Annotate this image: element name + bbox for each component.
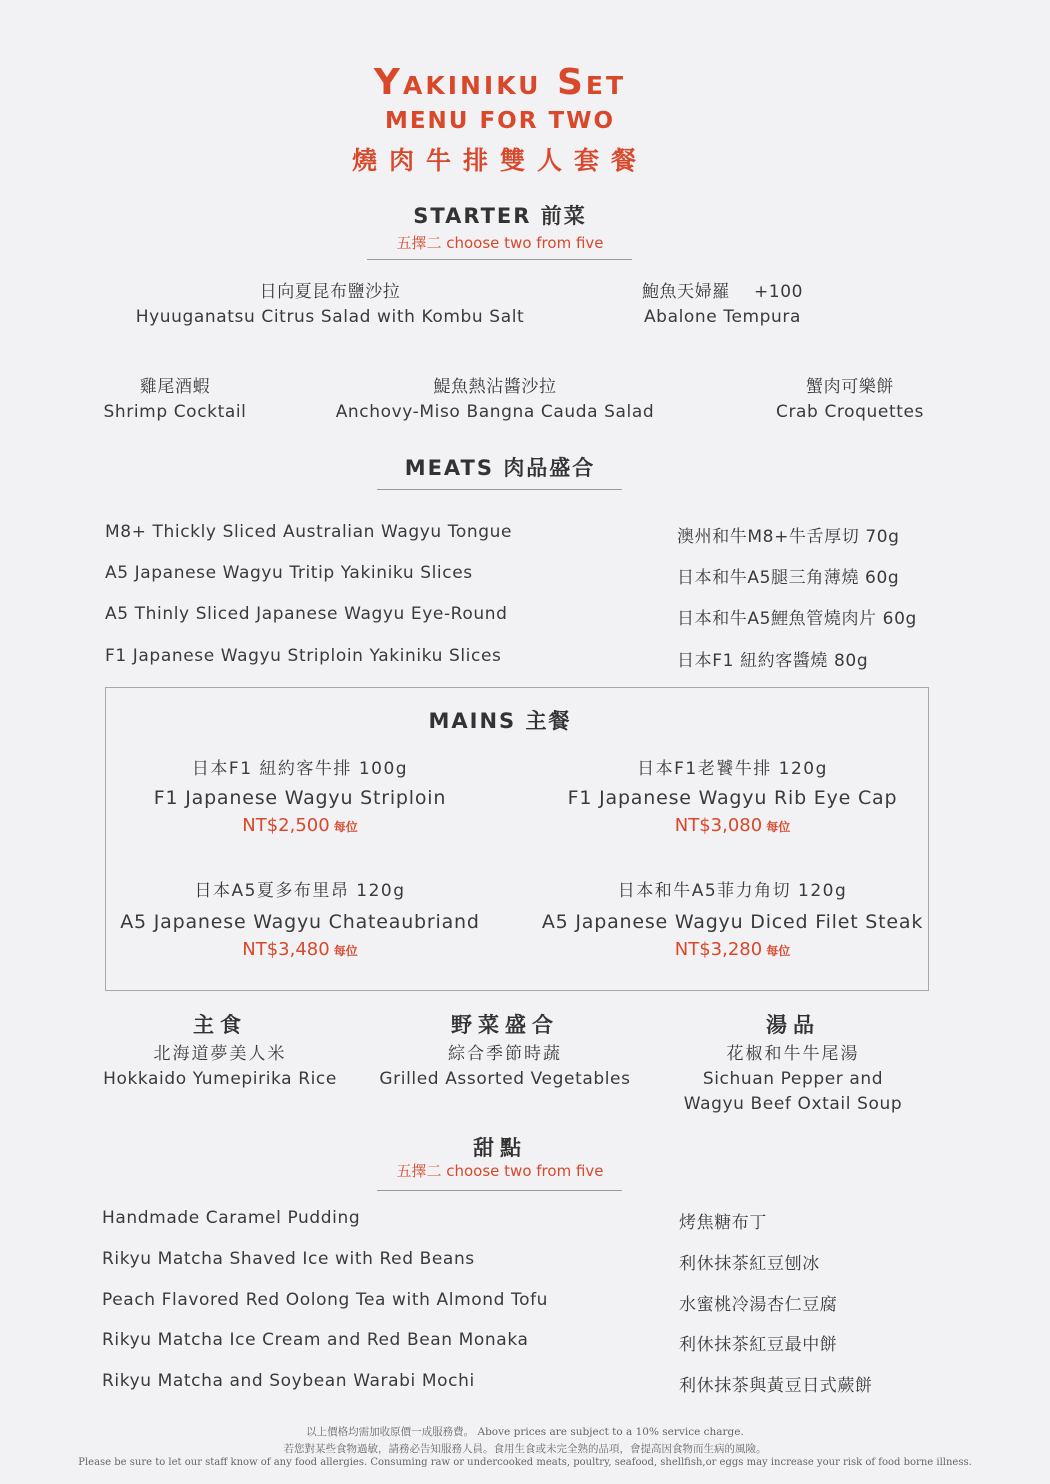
dessert-item-en: Rikyu Matcha Ice Cream and Red Bean Monaka	[102, 1330, 529, 1350]
side-item	[370, 1013, 640, 1092]
dessert-item-en: Peach Flavored Red Oolong Tea with Almond Tofu	[102, 1290, 549, 1310]
side-item-en: Wagyu Beef Oxtail Soup	[683, 1094, 903, 1114]
side-heading: 主食	[193, 1013, 247, 1037]
menu-title-chinese: 燒肉牛排雙人套餐	[351, 146, 648, 175]
starter-item-en: Anchovy-Miso Bangna Cauda Salad	[335, 402, 655, 422]
side-item	[95, 1013, 345, 1092]
meat-item-zh: 日本和牛A5腿三角薄燒 60g	[677, 568, 900, 588]
main-item-zh: 日本F1 紐約客牛排 100g	[191, 759, 409, 779]
starter-item-en: Abalone Tempura	[643, 307, 802, 327]
footer-allergy-zh: 若您對某些食物過敏，請務必告知服務人員。食用生食或未完全熟的品項，會提高因食物而生病的風險。	[283, 1443, 767, 1455]
starter-item-zh: 雞尾酒蝦	[139, 377, 211, 397]
meat-item-en: A5 Thinly Sliced Japanese Wagyu Eye-Round	[105, 604, 508, 624]
dessert-divider	[377, 1190, 622, 1191]
dessert-item-zh: 水蜜桃冷湯杏仁豆腐	[679, 1295, 838, 1315]
meat-item-en: A5 Japanese Wagyu Tritip Yakiniku Slices	[105, 563, 473, 583]
starter-item-zh: 鮑魚天婦羅 +100	[641, 282, 804, 302]
dessert-heading: 甜點	[473, 1136, 527, 1160]
starter-heading: STARTER 前菜	[413, 204, 587, 228]
main-item-en: F1 Japanese Wagyu Striploin	[153, 787, 447, 809]
dessert-item-zh: 利休抹茶與黃豆日式蕨餅	[679, 1376, 873, 1396]
main-item-en: A5 Japanese Wagyu Diced Filet Steak	[541, 911, 924, 933]
dessert-item-zh: 利休抹茶紅豆刨冰	[679, 1254, 820, 1274]
starter-note: 五擇二 choose two from five	[396, 234, 604, 252]
dessert-item-zh: 利休抹茶紅豆最中餅	[679, 1335, 838, 1355]
main-item	[110, 876, 490, 960]
side-item-zh: 花椒和牛牛尾湯	[726, 1044, 860, 1064]
dessert-note: 五擇二 choose two from five	[396, 1162, 604, 1180]
starter-divider	[367, 259, 632, 260]
starter-item-en: Hyuuganatsu Citrus Salad with Kombu Salt	[135, 307, 525, 327]
main-item	[120, 754, 480, 836]
meat-item-zh: 澳州和牛M8+牛舌厚切 70g	[677, 527, 900, 547]
menu-subtitle: MENU FOR TWO	[384, 108, 616, 134]
surcharge: +100	[753, 282, 804, 302]
dessert-item-zh: 烤焦糖布丁	[679, 1213, 767, 1233]
main-item	[535, 876, 930, 960]
meat-item-zh: 日本和牛A5鯉魚管燒肉片 60g	[677, 609, 917, 629]
main-item-en: F1 Japanese Wagyu Rib Eye Cap	[567, 787, 898, 809]
footer-service-charge: 以上價格均需加收原價一成服務費。 Above prices are subject to a 10% service charge.	[306, 1426, 744, 1438]
side-item-en: Hokkaido Yumepirika Rice	[103, 1069, 337, 1089]
meats-heading: MEATS 肉品盛合	[404, 456, 596, 480]
side-item-zh: 綜合季節時蔬	[448, 1044, 562, 1064]
main-item-price: NT$3,280 每位	[674, 939, 791, 960]
main-item-zh: 日本A5夏多布里昂 120g	[194, 881, 406, 901]
meat-item-en: F1 Japanese Wagyu Striploin Yakiniku Slices	[105, 646, 502, 666]
starter-item-zh: 日向夏昆布鹽沙拉	[259, 282, 401, 302]
side-heading: 野菜盛合	[451, 1013, 559, 1037]
menu-title: Yakiniku Set	[373, 62, 627, 103]
starter-item	[80, 375, 270, 425]
starter-item	[330, 375, 660, 425]
main-item-zh: 日本和牛A5菲力角切 120g	[617, 881, 848, 901]
main-item-en: A5 Japanese Wagyu Chateaubriand	[120, 911, 480, 933]
meat-item-en: M8+ Thickly Sliced Australian Wagyu Tongue	[105, 522, 513, 542]
starter-item-zh: 蟹肉可樂餅	[806, 377, 894, 397]
starter-item-en: Crab Croquettes	[775, 402, 925, 422]
side-item	[668, 1013, 918, 1117]
side-heading: 湯品	[766, 1013, 820, 1037]
main-item-price: NT$2,500 每位	[242, 815, 358, 836]
main-item-price: NT$3,080 每位	[674, 815, 791, 836]
dessert-item-en: Rikyu Matcha and Soybean Warabi Mochi	[102, 1371, 475, 1391]
main-item-zh: 日本F1老饕牛排 120g	[637, 759, 828, 779]
dessert-item-en: Handmade Caramel Pudding	[102, 1208, 361, 1228]
starter-item	[120, 280, 540, 330]
starter-item-zh: 鯷魚熱沾醬沙拉	[433, 377, 557, 397]
side-item-en: Sichuan Pepper and	[702, 1069, 884, 1089]
meat-item-zh: 日本F1 紐約客醬燒 80g	[677, 651, 869, 671]
main-item-price: NT$3,480 每位	[242, 939, 358, 960]
starter-item	[600, 280, 845, 330]
starter-item	[755, 375, 945, 425]
starter-item-en: Shrimp Cocktail	[103, 402, 247, 422]
side-item-en: Grilled Assorted Vegetables	[379, 1069, 631, 1089]
mains-heading: MAINS 主餐	[428, 709, 572, 733]
meats-divider	[377, 489, 622, 490]
dessert-item-en: Rikyu Matcha Shaved Ice with Red Beans	[102, 1249, 475, 1269]
main-item	[545, 754, 920, 836]
footer-allergy-en: Please be sure to let our staff know of any food allergies. Consuming raw or undercooked meats, poultry, seafood, shellfish,or eggs may increase your risk of food borne illness.	[78, 1457, 972, 1468]
side-item-zh: 北海道夢美人米	[153, 1044, 287, 1064]
